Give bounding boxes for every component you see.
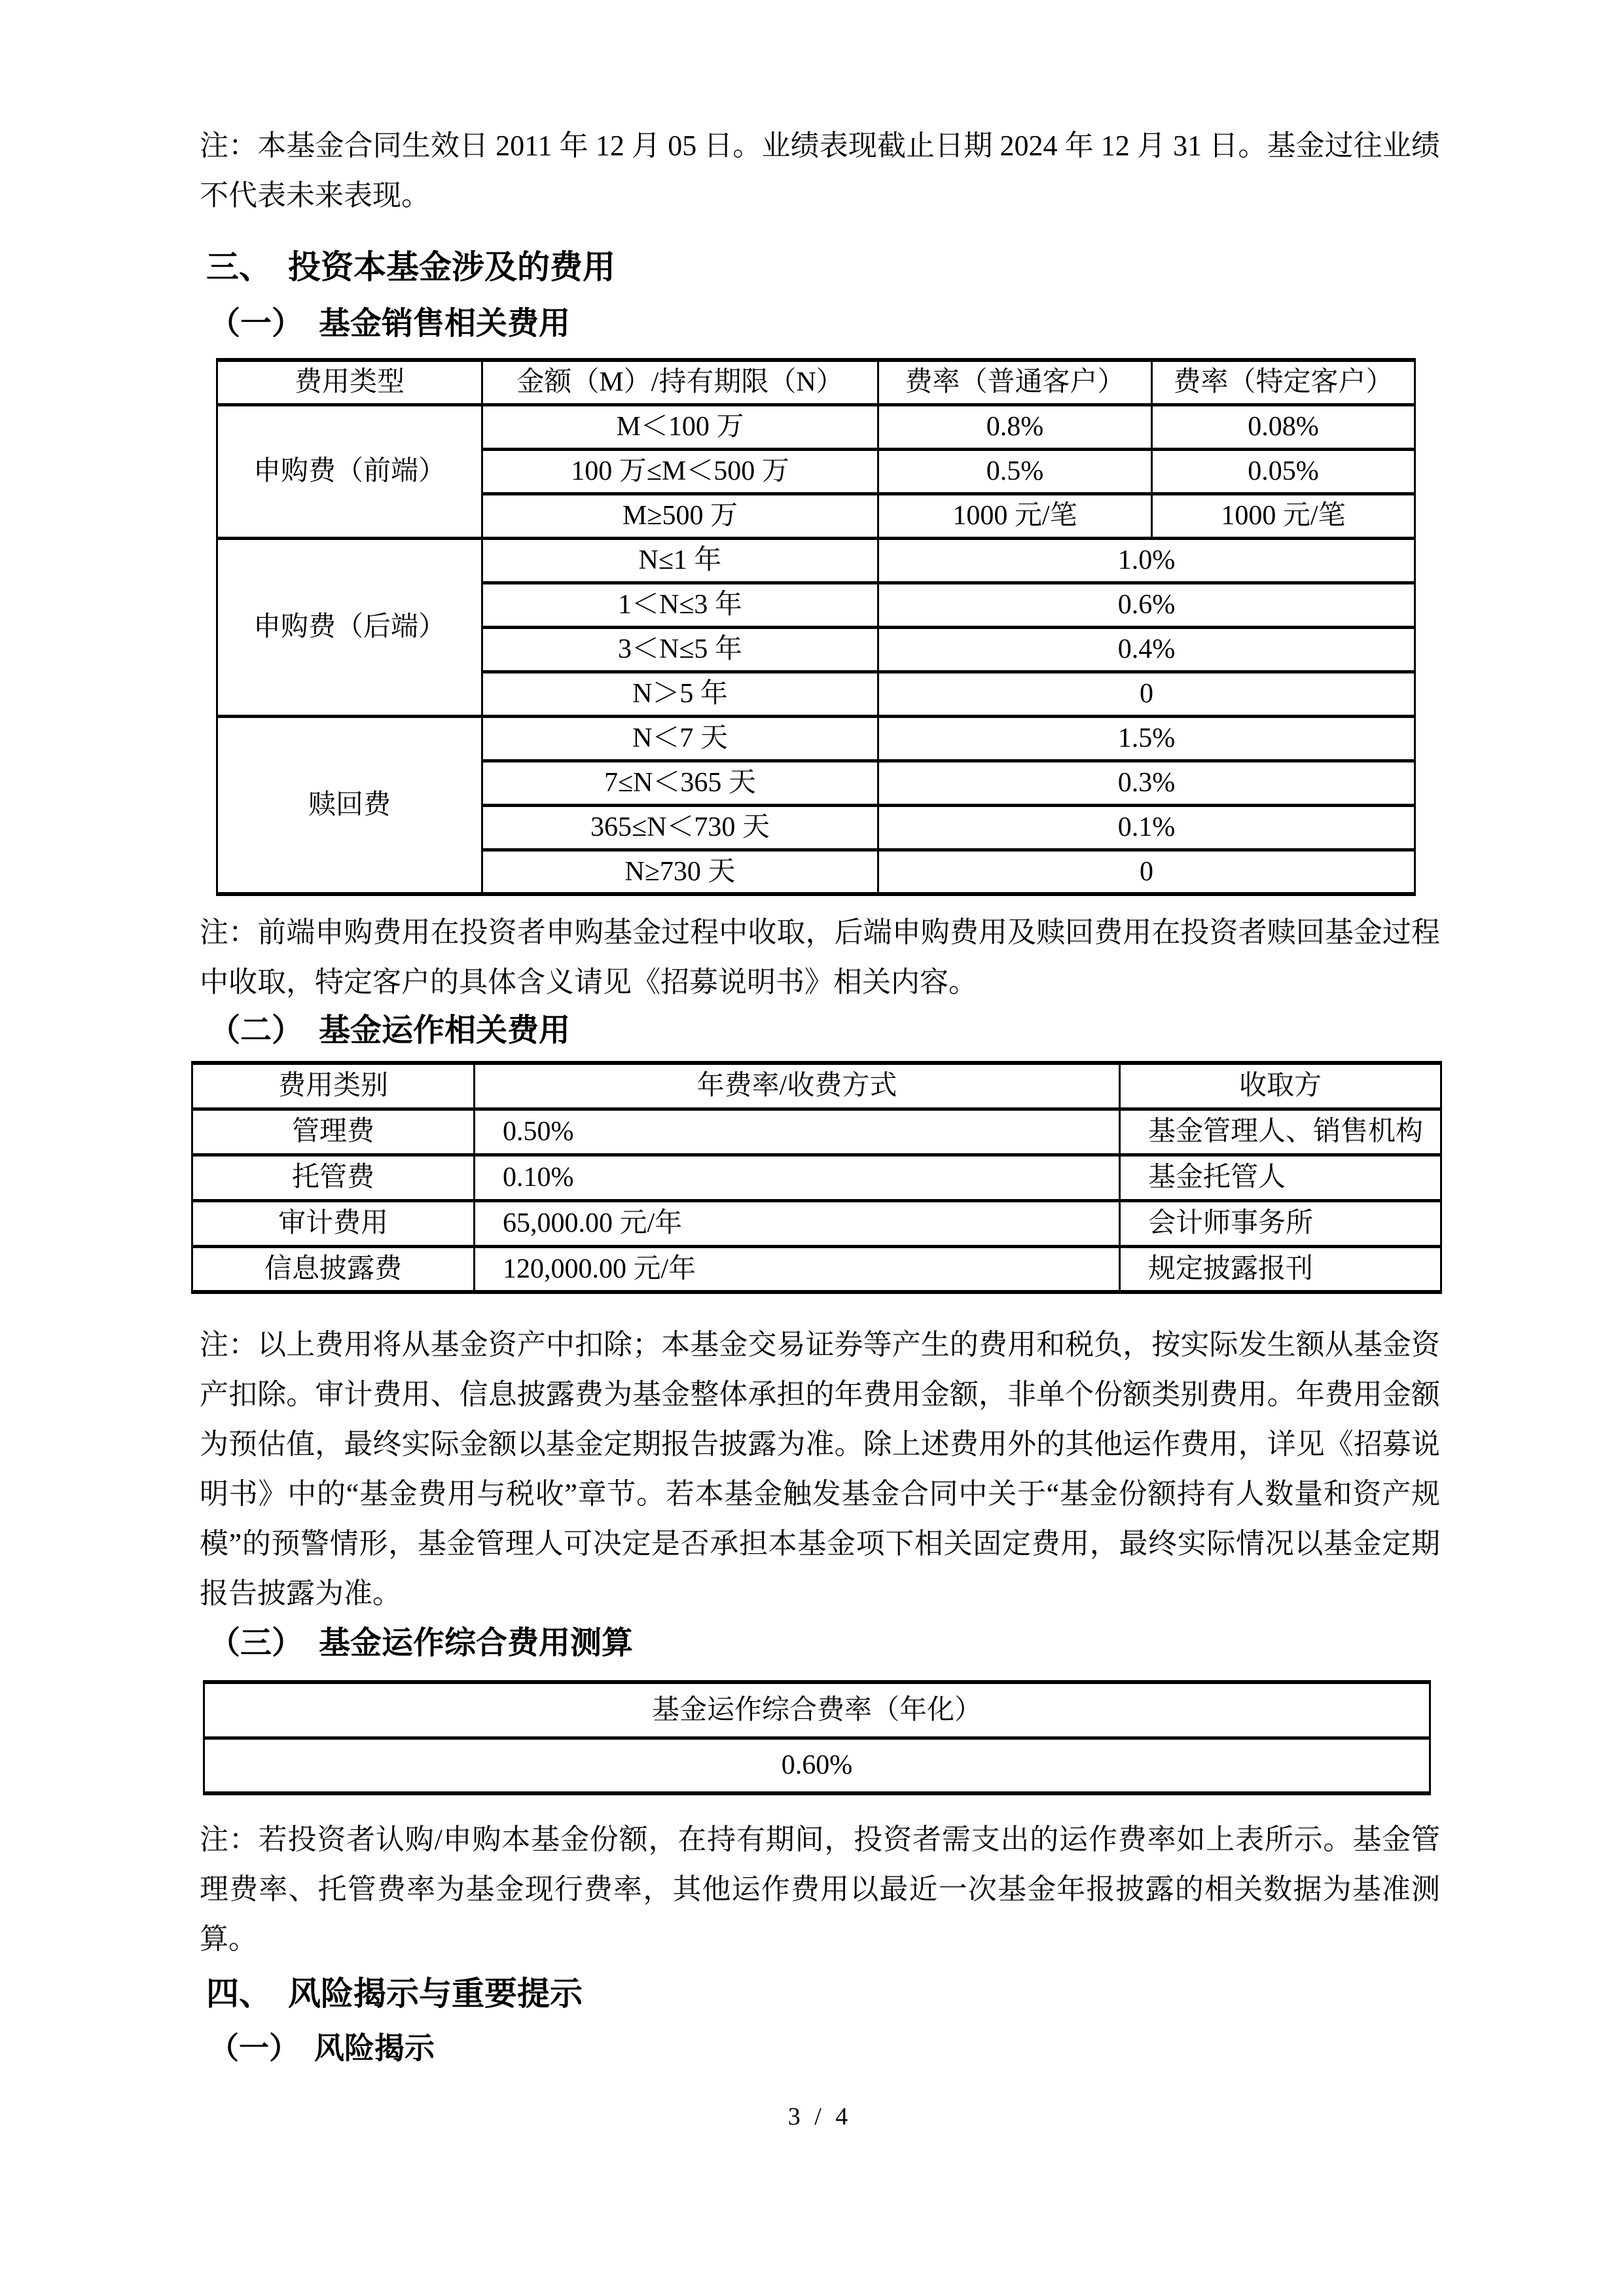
receiver-cell: 会计师事务所 [1120, 1200, 1441, 1246]
rate-cell: 0.5% [878, 449, 1152, 493]
subsection-heading-sales-fees: （一） 基金销售相关费用 [209, 306, 571, 341]
table-row [192, 1246, 1441, 1292]
page-number: 3 / 4 [787, 2103, 852, 2130]
receiver-cell: 基金管理人、销售机构 [1120, 1109, 1441, 1155]
subsection-heading-operation-fees: （二） 基金运作相关费用 [209, 1013, 571, 1048]
condition-cell: 100 万≤M＜500 万 [482, 449, 878, 493]
condition-cell: 1＜N≤3 年 [482, 583, 878, 627]
table-header-row [192, 1063, 1441, 1109]
fee-type-cell: 赎回费 [217, 716, 482, 894]
condition-cell: 7≤N＜365 天 [482, 761, 878, 805]
rate-cell: 1.5% [878, 716, 1415, 761]
table-header-row [204, 1682, 1430, 1738]
condition-cell: N＜7 天 [482, 716, 878, 761]
rate-cell: 0.3% [878, 761, 1415, 805]
condition-cell: 3＜N≤5 年 [482, 627, 878, 672]
table-row [217, 716, 1415, 761]
rate-cell: 0.4% [878, 627, 1415, 672]
performance-note: 注：本基金合同生效日 2011 年 12 月 05 日。业绩表现截止日期 2024 年 12 月 31 日。基金过往业绩不代表未来表现。 [200, 130, 1440, 211]
comprehensive-fee-note: 注：若投资者认购/申购本基金份额，在持有期间，投资者需支出的运作费率如上表所示。基金管理费率、托管费率为基金现行费率，其他运作费用以最近一次基金年报披露的相关数据为基准测算。 [200, 1823, 1440, 1955]
table-row [192, 1200, 1441, 1246]
subsection-heading-comprehensive-fee: （三） 基金运作综合费用测算 [209, 1626, 634, 1660]
rate-cell: 0.05% [1152, 449, 1415, 493]
fee-category-cell: 审计费用 [192, 1200, 475, 1246]
rate-cell: 0.8% [878, 404, 1152, 449]
section-heading-fees: 三、 投资本基金涉及的费用 [206, 249, 615, 285]
fee-category-cell: 信息披露费 [192, 1246, 475, 1292]
fee-category-cell: 托管费 [192, 1155, 475, 1200]
condition-cell: N＞5 年 [482, 672, 878, 716]
condition-cell: N≤1 年 [482, 538, 878, 583]
table-row [192, 1155, 1441, 1200]
receiver-cell: 基金托管人 [1120, 1155, 1441, 1200]
rate-cell: 65,000.00 元/年 [475, 1200, 1120, 1246]
rate-cell: 1000 元/笔 [878, 493, 1152, 538]
table-row [204, 1738, 1430, 1793]
fee-category-cell: 管理费 [192, 1109, 475, 1155]
table-row [217, 538, 1415, 583]
rate-cell: 0.6% [878, 583, 1415, 627]
header-fee-type: 费用类型 [217, 360, 482, 404]
condition-cell: 365≤N＜730 天 [482, 805, 878, 850]
condition-cell: N≥730 天 [482, 850, 878, 894]
rate-cell: 0.10% [475, 1155, 1120, 1200]
table-row [217, 404, 1415, 449]
header-rate-normal: 费率（普通客户） [878, 360, 1152, 404]
subsection-heading-risk-disclosure: （一） 风险揭示 [209, 2032, 435, 2065]
condition-cell: M≥500 万 [482, 493, 878, 538]
table-row [192, 1109, 1441, 1155]
condition-cell: M＜100 万 [482, 404, 878, 449]
header-annual-rate: 年费率/收费方式 [475, 1063, 1120, 1109]
rate-cell: 1.0% [878, 538, 1415, 583]
receiver-cell: 规定披露报刊 [1120, 1246, 1441, 1292]
section-heading-risk: 四、 风险揭示与重要提示 [206, 1975, 583, 2012]
fee-type-cell: 申购费（前端） [217, 404, 482, 538]
rate-cell: 1000 元/笔 [1152, 493, 1415, 538]
header-amount-period: 金额（M）/持有期限（N） [482, 360, 878, 404]
sales-fee-note: 注：前端申购费用在投资者申购基金过程中收取，后端申购费用及赎回费用在投资者赎回基金过程中收取，特定客户的具体含义请见《招募说明书》相关内容。 [200, 916, 1440, 998]
rate-cell: 120,000.00 元/年 [475, 1246, 1120, 1292]
rate-cell: 0 [878, 850, 1415, 894]
header-fee-category: 费用类别 [192, 1063, 475, 1109]
sales-fee-table [216, 358, 1416, 896]
rate-cell: 0.08% [1152, 404, 1415, 449]
header-comprehensive-rate: 基金运作综合费率（年化） [204, 1682, 1430, 1738]
header-receiver: 收取方 [1120, 1063, 1441, 1109]
operation-fee-note: 注：以上费用将从基金资产中扣除；本基金交易证券等产生的费用和税负，按实际发生额从基金资产扣除。审计费用、信息披露费为基金整体承担的年费用金额，非单个份额类别费用。年费用金额为预估值，最终实际金额以基金定期报告披露为准。除上述费用外的其他运作费用，详见《招募说明书》中的“基金费用与税收”章节。若本基金触发基金合同中关于“基金份额持有人数量和资产规模”的预警情形，基金管理人可决定是否承担本基金项下相关固定费用，最终实际情况以基金定期报告披露为准。 [200, 1329, 1440, 1609]
rate-cell: 0 [878, 672, 1415, 716]
comprehensive-rate-cell: 0.60% [204, 1738, 1430, 1793]
header-rate-special: 费率（特定客户） [1152, 360, 1415, 404]
table-header-row [217, 360, 1415, 404]
operation-fee-table [191, 1061, 1442, 1294]
rate-cell: 0.50% [475, 1109, 1120, 1155]
fee-type-cell: 申购费（后端） [217, 538, 482, 716]
rate-cell: 0.1% [878, 805, 1415, 850]
comprehensive-fee-table [203, 1680, 1431, 1795]
